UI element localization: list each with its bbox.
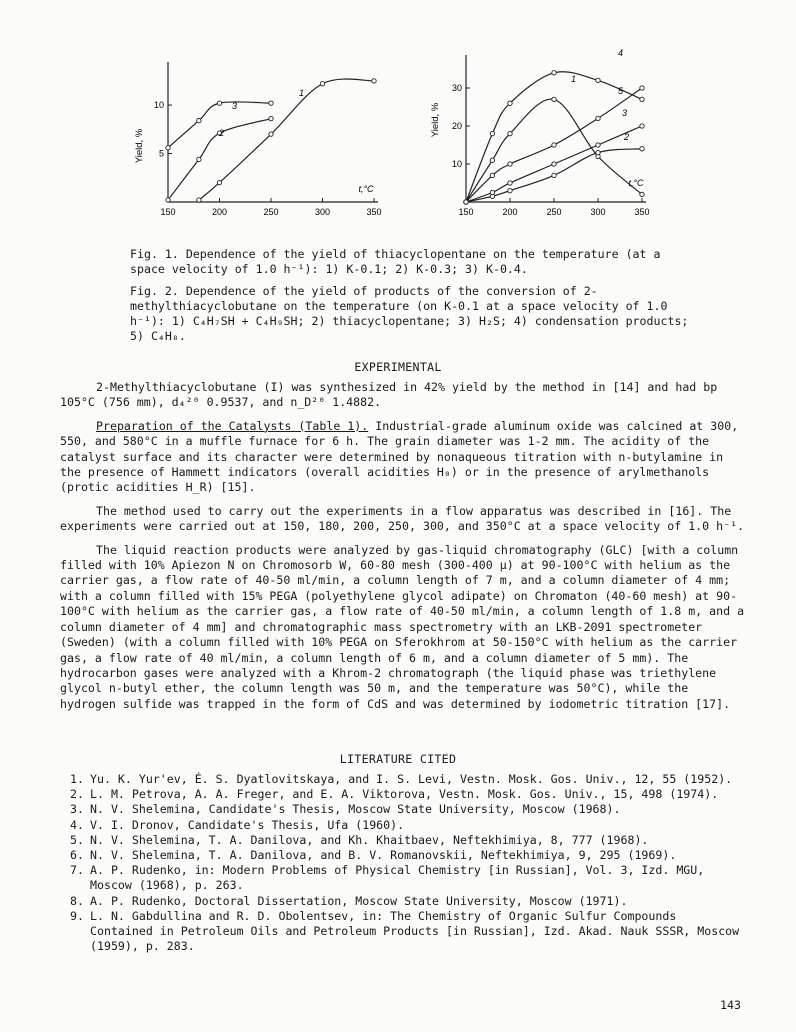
figure-2 [430, 38, 662, 240]
reference-text: A. P. Rudenko, Doctoral Dissertation, Moscow State University, Moscow (1971). [90, 893, 628, 908]
data-point-1 [269, 132, 273, 136]
reference-text: L. N. Gabdullina and R. D. Obolentsev, in: The Chemistry of Organic Sulfur Compounds Contained in Petroleum Oils and Petroleum Products [in Russian], Izd. Akad. Nauk SSSR, Moscow (1959), p. 283. [90, 908, 740, 954]
reference-item [56, 772, 746, 787]
reference-item [56, 833, 746, 848]
data-point-2 [197, 157, 201, 161]
reference-item [56, 848, 746, 863]
experimental-body [60, 380, 750, 712]
reference-text: N. V. Shelemina, T. A. Danilova, and Kh. Khaitbaev, Neftekhimiya, 8, 777 (1968). [90, 832, 649, 847]
paragraph-method: The method used to carry out the experiments in a flow apparatus was described in [16]. The experiments were carried out at 150, 180, 200, 250, 300, and 350°C at a space velocity of 1.0 h⁻¹. [60, 503, 745, 534]
data-point-1 [640, 192, 644, 196]
x-tick-label: 150 [160, 207, 176, 217]
catalysts-text: Industrial-grade aluminum oxide was calcined at 300, 550, and 580°C in a muffle furnace for 6 h. The grain diameter was 1-2 mm. The acidity of the catalyst surface and its character were determined by nonaqueous titration with n-butylamine in the presence of Hammett indicators (overall acidities H₀) or in the presence of arylmethanols (protic acidities H_R) [15]. [60, 418, 739, 495]
x-tick-label: 200 [502, 207, 518, 217]
figure-1-caption-text: Fig. 1. Dependence of the yield of thiacyclopentane on the temperature (at a space velocity of 1.0 h⁻¹): 1) K-0.1; 2) K-0.3; 3) K-0.4. [130, 247, 661, 276]
data-point-5 [490, 173, 494, 177]
reference-text: A. P. Rudenko, in: Modern Problems of Physical Chemistry [in Russian], Vol. 3, Izd. MGU, Moscow (1968), p. 263. [90, 863, 705, 893]
curve-label-2: 2 [219, 128, 225, 138]
series-line-1 [466, 99, 642, 202]
data-point-5 [508, 162, 512, 166]
paragraph-analysis: The liquid reaction products were analyzed by gas-liquid chromatography (GLC) [with a column filled with 10% Apiezon N on Chromosorb W, 60-80 mesh (300-400 μ) at 90-100°C with helium as the carrier gas, a flow rate of 40-50 ml/min, a column length of 7 m, and a column diameter of 4 mm; with a column filled with 15% PEGA (polyethylene glycol adipate) on Chromaton (40-60 mesh) at 90-100°C with helium as the carrier gas, a flow rate of 40-50 ml/min, a column length of 1.8 m, and a column diameter of 4 mm] and chromatographic mass spectrometry with an LKB-2091 spectrometer (Sweden) (with a column filled with 10% PEGA on Sferokhrom at 50-150°C with helium as the carrier gas, a flow rate of 40 ml/min, a column length of 6 m, and a column diameter of 5 mm). The hydrocarbon gases were analyzed with a Khrom-2 chromatograph (the liquid phase was triethylene glycol n-butyl ether, the column length was 50 m, and the temperature was 50°C), while the hydrogen sulfide was trapped in the form of CdS and was determined by iodometric titration [17]. [60, 542, 745, 711]
x-tick-label: 350 [634, 207, 650, 217]
figure-2-caption [130, 284, 690, 344]
literature-list [56, 772, 746, 954]
data-point-4 [508, 101, 512, 105]
data-point-5 [464, 200, 468, 204]
x-tick-label: 250 [263, 207, 279, 217]
data-point-3 [269, 101, 273, 105]
reference-number: 1. [70, 772, 84, 786]
data-point-3 [508, 181, 512, 185]
catalysts-subheading: Preparation of the Catalysts (Table 1). [96, 418, 369, 433]
x-tick-label: 350 [366, 207, 382, 217]
data-point-1 [552, 97, 556, 101]
x-tick-label: 300 [590, 207, 606, 217]
figure-1-chart [128, 62, 390, 240]
data-point-1 [217, 180, 221, 184]
data-point-2 [269, 116, 273, 120]
data-point-5 [596, 116, 600, 120]
data-point-3 [490, 190, 494, 194]
experimental-heading: EXPERIMENTAL [354, 360, 442, 374]
data-point-4 [596, 78, 600, 82]
y-tick-label: 10 [451, 159, 462, 169]
paragraph-catalysts [60, 419, 750, 496]
reference-number: 4. [70, 817, 84, 832]
curve-label-3: 3 [232, 101, 238, 111]
reference-text: N. V. Shelemina, T. A. Danilova, and B. V. Romanovskii, Neftekhimiya, 9, 295 (1969). [90, 848, 677, 863]
series-line-3 [168, 102, 271, 148]
data-point-3 [552, 162, 556, 166]
reference-number: 5. [70, 832, 84, 847]
data-point-4 [552, 71, 556, 75]
y-tick-label: 5 [158, 148, 164, 159]
paragraph-synthesis: 2-Methylthiacyclobutane (I) was synthesized in 42% yield by the method in [14] and had bp 105°C (756 mm), d₄²⁰ 0.9537, and n_D²⁰ 1.4882. [60, 380, 718, 410]
data-point-1 [197, 198, 201, 202]
y-tick-label: 10 [153, 100, 164, 111]
reference-number: 7. [70, 863, 84, 878]
reference-text: Yu. K. Yur'ev, É. S. Dyatlovitskaya, and I. S. Levi, Vestn. Mosk. Gos. Univ., 12, 55 (1952). [90, 772, 733, 786]
y-tick-label: 30 [451, 83, 462, 93]
reference-number: 6. [70, 848, 84, 863]
data-point-3 [217, 101, 221, 105]
figure-2-caption-text: Fig. 2. Dependence of the yield of products of the conversion of 2-methylthiacyclobutane on the temperature (on K-0.1 at a space velocity of 1.0 h⁻¹): 1) C₄H₇SH + C₄H₉SH; 2) thiacyclopentane; 3) H₂S; 4) condensation products; 5) C₄H₈. [130, 284, 689, 343]
curve-label-1: 1 [299, 88, 305, 98]
curve-label-1: 1 [571, 74, 577, 84]
figure-1-caption [130, 247, 690, 277]
y-axis-label: Yield, % [134, 128, 145, 164]
y-tick-label: 20 [451, 121, 462, 131]
reference-item [56, 818, 746, 833]
reference-item [56, 863, 746, 893]
reference-text: L. M. Petrova, A. A. Freger, and E. A. Viktorova, Vestn. Mosk. Gos. Univ., 15, 498 (1974). [90, 787, 719, 802]
curve-label-2: 2 [624, 132, 630, 142]
data-point-3 [640, 124, 644, 128]
data-point-3 [166, 146, 170, 150]
reference-text: N. V. Shelemina, Candidate's Thesis, Moscow State University, Moscow (1968). [90, 802, 621, 817]
reference-text: V. I. Dronov, Candidate's Thesis, Ufa (1960). [90, 817, 405, 832]
x-axis-label: t,°C [358, 184, 374, 194]
data-point-1 [490, 158, 494, 162]
page-number: 143 [720, 998, 741, 1012]
x-tick-label: 150 [458, 207, 474, 217]
reference-number: 9. [70, 908, 84, 923]
x-tick-label: 250 [546, 207, 562, 217]
data-point-2 [640, 147, 644, 151]
data-point-5 [640, 86, 644, 90]
data-point-3 [197, 118, 201, 122]
data-point-3 [596, 143, 600, 147]
data-point-2 [596, 150, 600, 154]
reference-item [56, 894, 746, 909]
curve-label-3: 3 [622, 108, 628, 118]
reference-item [56, 802, 746, 817]
reference-item [56, 787, 746, 802]
x-tick-label: 300 [314, 207, 331, 217]
reference-number: 2. [70, 787, 84, 802]
data-point-2 [508, 188, 512, 192]
literature-heading: LITERATURE CITED [339, 752, 457, 766]
data-point-4 [490, 131, 494, 135]
data-point-4 [640, 97, 644, 101]
x-axis-label: t,°C [628, 178, 644, 188]
figure-1 [128, 62, 390, 240]
curve-label-5: 5 [618, 86, 624, 96]
data-point-1 [508, 131, 512, 135]
reference-number: 3. [70, 802, 84, 817]
data-point-5 [552, 143, 556, 147]
data-point-1 [372, 79, 376, 83]
curve-label-4: 4 [618, 48, 624, 58]
reference-number: 8. [70, 893, 84, 908]
data-point-2 [166, 198, 170, 202]
data-point-1 [320, 82, 324, 86]
y-axis-label: Yield, % [430, 102, 441, 138]
figure-2-chart [430, 38, 662, 240]
x-tick-label: 200 [211, 207, 228, 217]
reference-item [56, 909, 746, 955]
data-point-2 [552, 173, 556, 177]
series-line-1 [199, 79, 374, 200]
